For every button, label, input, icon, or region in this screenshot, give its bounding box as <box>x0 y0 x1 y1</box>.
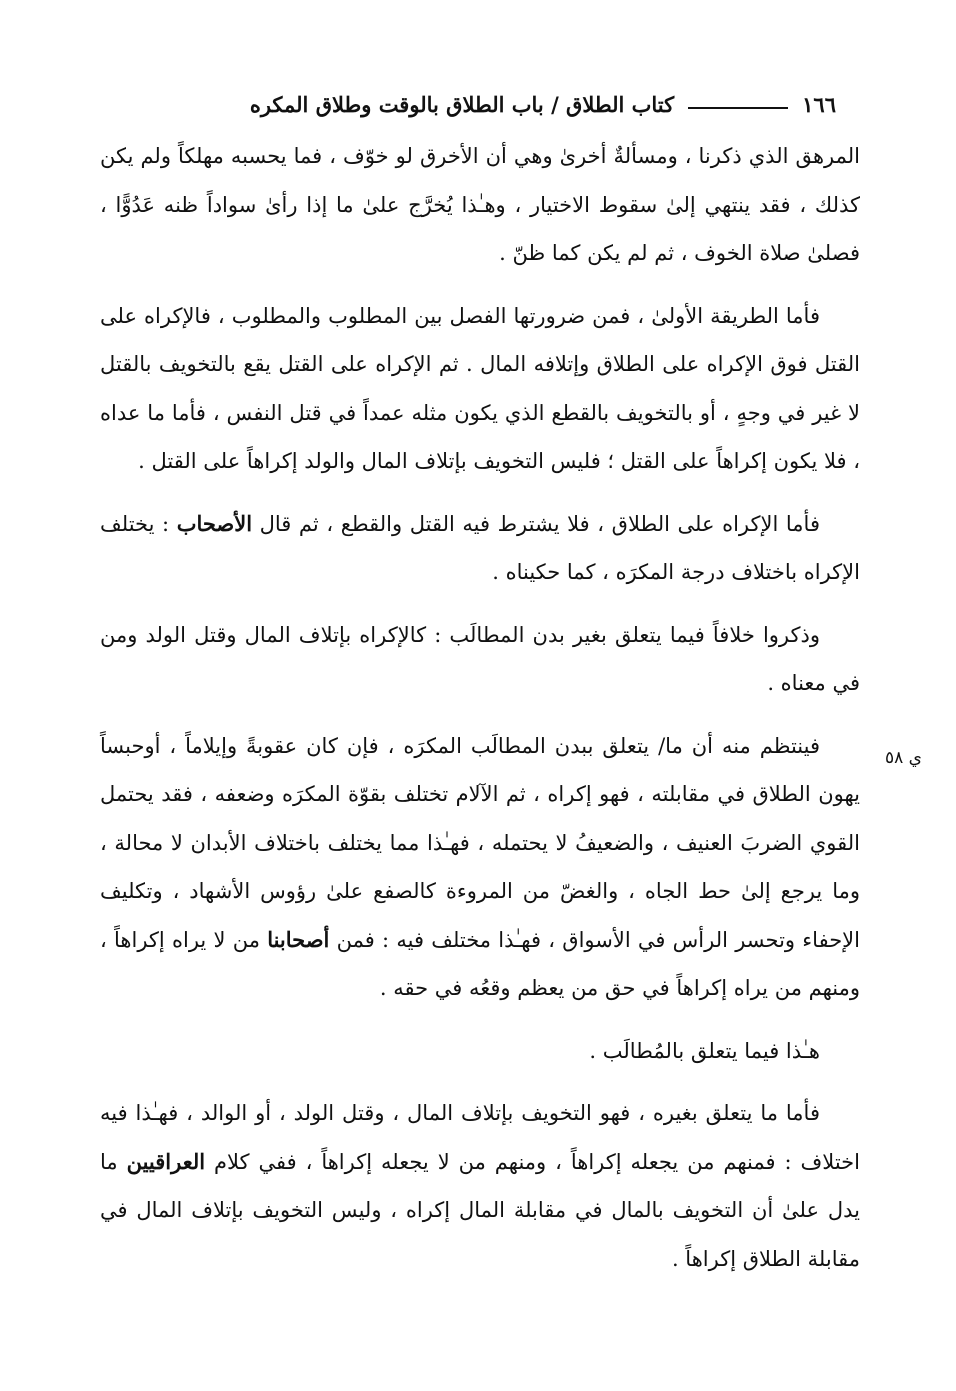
paragraph <box>100 722 860 1013</box>
page-number: ١٦٦ <box>802 91 836 117</box>
bold-term: العراقيين <box>126 1148 206 1174</box>
paragraph: هـٰذا فيما يتعلق بالمُطالَب . <box>589 1038 820 1063</box>
page-header <box>108 86 836 122</box>
page-body <box>100 132 860 1297</box>
paragraph-text: ما يدل علىٰ أن التخويف بالمال في مقابلة المال إكراه ، وليس التخويف بإتلاف المال في مقابلة الطلاق إكراهاً . <box>100 1149 860 1271</box>
bold-term: أصحابنا <box>267 926 330 952</box>
paragraph-text: فينتظم منه أن ما/ يتعلق ببدن المطالَب المكرَه ، فإن كان عقوبةً وإيلاماً ، أوحبساً يهون الطلاق في مقابلته ، فهو إكراه ، ثم الآلام تختلف بقوّة المكرَه وضعفه ، فقد يحتمل القوي الضربَ العنيف ، والضعيفُ لا يحتمله ، فهـٰذا مما يختلف باختلاف الأبدان لا محالة ، وما يرجع إلىٰ حط الجاه ، والغضّ من المروءة كالصفع علىٰ رؤوس الأشهاد ، وتكليف الإحفاء وتحسر الرأس في الأسواق ، فهـٰذا مختلف فيه : فمن <box>100 733 860 952</box>
running-title: كتاب الطلاق / باب الطلاق بالوقت وطلاق المكره <box>249 91 675 117</box>
paragraph <box>100 1089 860 1283</box>
paragraph: فأما الطريقة الأولىٰ ، فمن ضرورتها الفصل بين المطلوب والمطلوب ، فالإكراه على القتل فوق الإكراه على الطلاق وإتلافه المال . ثم الإكراه على القتل يقع بالتخويف بالقتل لا غير في وجهٍ ، أو بالتخويف بالقطع الذي يكون مثله عمداً في قتل النفس ، فأما ما عداه ، فلا يكون إكراهاً على القتل ؛ فليس التخويف بإتلاف المال والولد إكراهاً على القتل . <box>100 303 860 473</box>
paragraph-text: فأما الإكراه على الطلاق ، فلا يشترط فيه القتل والقطع ، ثم قال <box>252 511 820 536</box>
paragraph: وذكروا خلافاً فيما يتعلق بغير بدن المطالَب : كالإكراه بإتلاف المال وقتل الولد ومن في معناه . <box>100 622 860 695</box>
paragraph-text: : يختلف الإكراه باختلاف درجة المكرَه ، كما حكيناه . <box>100 511 860 584</box>
paragraph <box>100 500 860 597</box>
paragraph-continued: المرهق الذي ذكرنا ، ومسألةٌ أخرىٰ وهي أن الأخرق لو خوّف ، فما يحسبه مهلكاً ولم يكن كذلك ، فقد ينتهي إلىٰ سقوط الاختيار ، وهـٰذا يُخرَّج علىٰ ما إذا رأىٰ سواداً ظنه عَدُوًّا ، فصلىٰ صلاة الخوف ، ثم لم يكن كما ظنّ . <box>100 144 860 265</box>
paragraph-text: فأما ما يتعلق بغيره ، فهو التخويف بإتلاف المال ، وقتل الولد ، أو الوالد ، فهـٰذا فيه اختلاف : فمنهم من يجعله إكراهاً ، ومنهم من لا يجعله إكراهاً ، ففي كلام <box>100 1101 860 1174</box>
header-rule <box>688 107 788 109</box>
paragraph-text: من لا يراه إكراهاً ، ومنهم من يراه إكراهاً في حق من يعظم وقعُه في حقه . <box>100 927 860 1000</box>
bold-term: الأصحاب <box>176 510 253 536</box>
margin-note: ي ٥٨ <box>885 748 922 768</box>
